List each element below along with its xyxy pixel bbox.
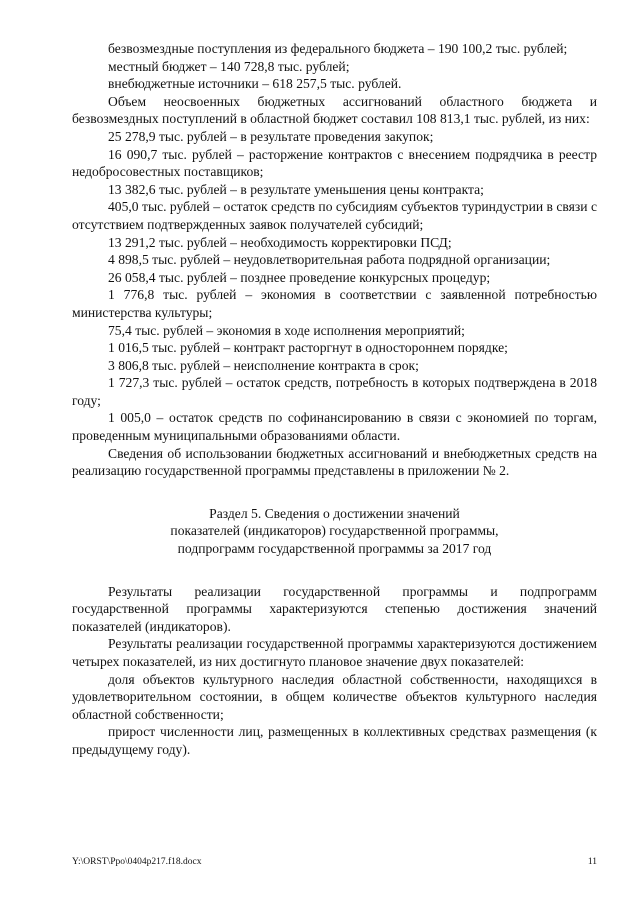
paragraph: 26 058,4 тыс. рублей – позднее проведение конкурсных процедур;: [108, 269, 491, 285]
paragraph: 13 291,2 тыс. рублей – необходимость корректировки ПСД;: [108, 234, 452, 250]
paragraph: 13 382,6 тыс. рублей – в результате уменьшения цены контракта;: [108, 181, 484, 197]
paragraph: 4 898,5 тыс. рублей – неудовлетворительная работа подрядной организации;: [108, 252, 551, 268]
page-number: 11: [587, 857, 597, 867]
paragraph: Сведения об использовании бюджетных ассигнований и внебюджетных средств на реализацию государственной программы представлены в приложении № 2.: [72, 445, 597, 479]
top-paragraphs: [72, 40, 597, 480]
paragraph: Результаты реализации государственной программы и подпрограмм государственной программы характеризуются степенью достижения значений показателей (индикаторов).: [72, 583, 597, 634]
paragraph: 1 727,3 тыс. рублей – остаток средств, потребность в которых подтверждена в 2018 году;: [72, 375, 597, 408]
bottom-paragraphs: [72, 583, 597, 759]
paragraph: 405,0 тыс. рублей – остаток средств по субсидиям субъектов туриндустрии в связи с отсутствием подтвержденных заявок получателей субсидий;: [72, 199, 597, 232]
section-heading: [72, 505, 597, 558]
paragraph: Объем неосвоенных бюджетных ассигнований областного бюджета и безвозмездных поступлений в областной бюджет составил 108 813,1 тыс. рублей, из них:: [72, 93, 597, 127]
paragraph: 3 806,8 тыс. рублей – неисполнение контракта в срок;: [108, 357, 419, 373]
paragraph: 1 776,8 тыс. рублей – экономия в соответствии с заявленной потребностью министерства культуры;: [72, 287, 597, 320]
paragraph: Результаты реализации государственной программы характеризуются достижением четырех показателей, из них достигнуто плановое значение двух показателей:: [72, 636, 597, 669]
file-path: Y:\ORST\Ppo\0404p217.f18.docx: [72, 857, 202, 867]
paragraph: 75,4 тыс. рублей – экономия в ходе исполнения мероприятий;: [108, 322, 465, 338]
paragraph: безвозмездные поступления из федерального бюджета – 190 100,2 тыс. рублей;: [108, 41, 568, 56]
paragraph: доля объектов культурного наследия областной собственности, находящихся в удовлетворительном состоянии, в общем количестве объектов культурного наследия областной собственности;: [72, 671, 597, 722]
paragraph: 25 278,9 тыс. рублей – в результате проведения закупок;: [108, 128, 434, 144]
paragraph: 1 005,0 – остаток средств по софинансированию в связи с экономией по торгам, проведенным муниципальными образованиями области.: [72, 410, 597, 444]
paragraph: внебюджетные источники – 618 257,5 тыс. рублей.: [108, 76, 402, 92]
section-heading-line: подпрограмм государственной программы за 2017 год: [177, 541, 492, 557]
paragraph: прирост численности лиц, размещенных в коллективных средствах размещения (к предыдущему году).: [72, 724, 597, 757]
section-heading-line: Раздел 5. Сведения о достижении значений: [209, 505, 460, 521]
paragraph: 16 090,7 тыс. рублей – расторжение контрактов с внесением подрядчика в реестр недобросовестных поставщиков;: [72, 146, 597, 180]
paragraph: 1 016,5 тыс. рублей – контракт расторгнут в одностороннем порядке;: [108, 340, 508, 356]
document-page: [72, 40, 597, 759]
section-heading-line: показателей (индикаторов) государственной программы,: [170, 523, 499, 539]
paragraph: местный бюджет – 140 728,8 тыс. рублей;: [108, 58, 350, 74]
